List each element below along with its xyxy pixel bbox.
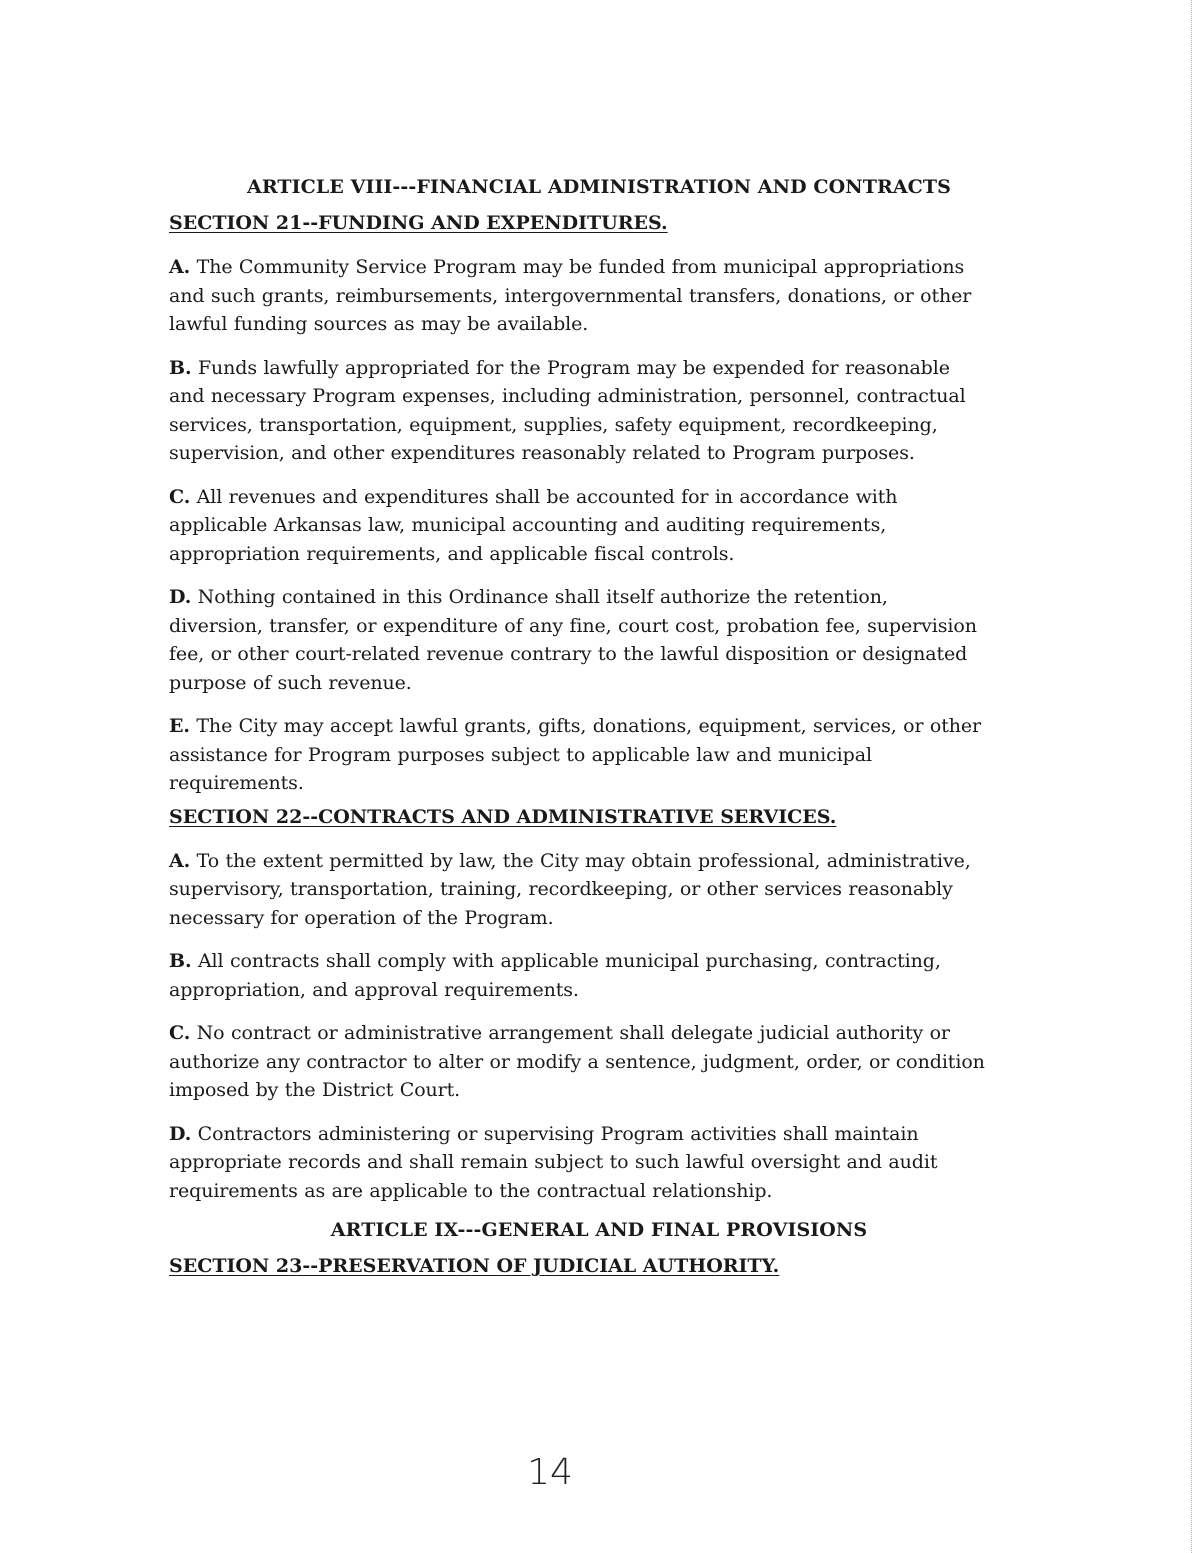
paragraph-line: assistance for Program purposes subject to applicable law and municipal	[169, 743, 872, 766]
paragraph-line: requirements.	[169, 772, 304, 794]
paragraph-line: Contractors administering or supervising Program activities shall maintain	[197, 1122, 919, 1145]
section-22-heading: SECTION 22--CONTRACTS AND ADMINISTRATIVE SERVICES.	[169, 805, 837, 828]
paragraph-label: C.	[169, 1022, 191, 1044]
section-23-heading: SECTION 23--PRESERVATION OF JUDICIAL AUTHORITY.	[169, 1255, 780, 1277]
paragraph-line: The Community Service Program may be funded from municipal appropriations	[196, 256, 965, 278]
paragraph-label: D.	[169, 586, 192, 608]
paragraph-line: To the extent permitted by law, the City may obtain professional, administrative,	[196, 849, 971, 872]
article-ix-heading: ARTICLE IX---GENERAL AND FINAL PROVISIONS	[330, 1219, 868, 1241]
paragraph-line: necessary for operation of the Program.	[169, 906, 554, 929]
paragraph-line: Nothing contained in this Ordinance shall itself authorize the retention,	[197, 586, 888, 608]
section-21-paragraph-a	[169, 253, 1029, 339]
paragraph-label: B.	[169, 950, 192, 972]
paragraph-label: B.	[169, 356, 192, 379]
section-22-paragraph-b	[169, 947, 1029, 1004]
paragraph-line: lawful funding sources as may be available.	[169, 313, 589, 335]
section-22-paragraph-c	[169, 1019, 1029, 1105]
paragraph-line: fee, or other court-related revenue contrary to the lawful disposition or designated	[169, 643, 968, 665]
paragraph-line: imposed by the District Court.	[169, 1079, 461, 1101]
paragraph-label: D.	[169, 1122, 192, 1145]
paragraph-line: appropriation requirements, and applicable fiscal controls.	[169, 542, 735, 565]
paragraph-line: appropriation, and approval requirements.	[169, 978, 579, 1001]
paragraph-line: The City may accept lawful grants, gifts, donations, equipment, services, or other	[196, 715, 982, 737]
section-21-paragraph-e	[169, 712, 1029, 798]
paragraph-line: No contract or administrative arrangement shall delegate judicial authority or	[196, 1022, 950, 1044]
section-21-paragraph-b	[169, 354, 1029, 468]
section-21-heading: SECTION 21--FUNDING AND EXPENDITURES.	[169, 212, 668, 234]
paragraph-line: diversion, transfer, or expenditure of any fine, court cost, probation fee, supervision	[169, 614, 977, 637]
paragraph-line: Funds lawfully appropriated for the Program may be expended for reasonable	[197, 356, 950, 379]
paragraph-line: applicable Arkansas law, municipal accounting and auditing requirements,	[169, 514, 887, 536]
section-22-paragraph-d	[169, 1120, 1029, 1206]
paragraph-line: purpose of such revenue.	[169, 671, 412, 694]
paragraph-label: A.	[169, 849, 191, 872]
article-viii-heading: ARTICLE VIII---FINANCIAL ADMINISTRATION AND CONTRACTS	[247, 176, 951, 198]
page-edge	[1191, 0, 1192, 1553]
paragraph-label: C.	[169, 485, 191, 508]
page-number: 14	[527, 1452, 573, 1493]
paragraph-line: and such grants, reimbursements, intergovernmental transfers, donations, or other	[169, 284, 972, 307]
section-22-paragraph-a	[169, 847, 1029, 933]
paragraph-line: services, transportation, equipment, supplies, safety equipment, recordkeeping,	[169, 413, 938, 436]
paragraph-line: All revenues and expenditures shall be accounted for in accordance with	[196, 485, 898, 508]
paragraph-line: All contracts shall comply with applicable municipal purchasing, contracting,	[197, 950, 941, 972]
paragraph-line: appropriate records and shall remain subject to such lawful oversight and audit	[169, 1151, 938, 1173]
document-body	[169, 172, 1029, 1281]
paragraph-line: authorize any contractor to alter or modify a sentence, judgment, order, or condition	[169, 1050, 985, 1073]
paragraph-line: requirements as are applicable to the contractual relationship.	[169, 1179, 773, 1202]
section-21-paragraph-c	[169, 483, 1029, 569]
paragraph-line: supervision, and other expenditures reasonably related to Program purposes.	[169, 442, 915, 464]
paragraph-label: A.	[169, 256, 191, 278]
section-21-paragraph-d	[169, 583, 1029, 697]
paragraph-line: supervisory, transportation, training, recordkeeping, or other services reasonably	[169, 878, 953, 900]
paragraph-label: E.	[169, 715, 190, 737]
paragraph-line: and necessary Program expenses, including administration, personnel, contractual	[169, 385, 966, 407]
